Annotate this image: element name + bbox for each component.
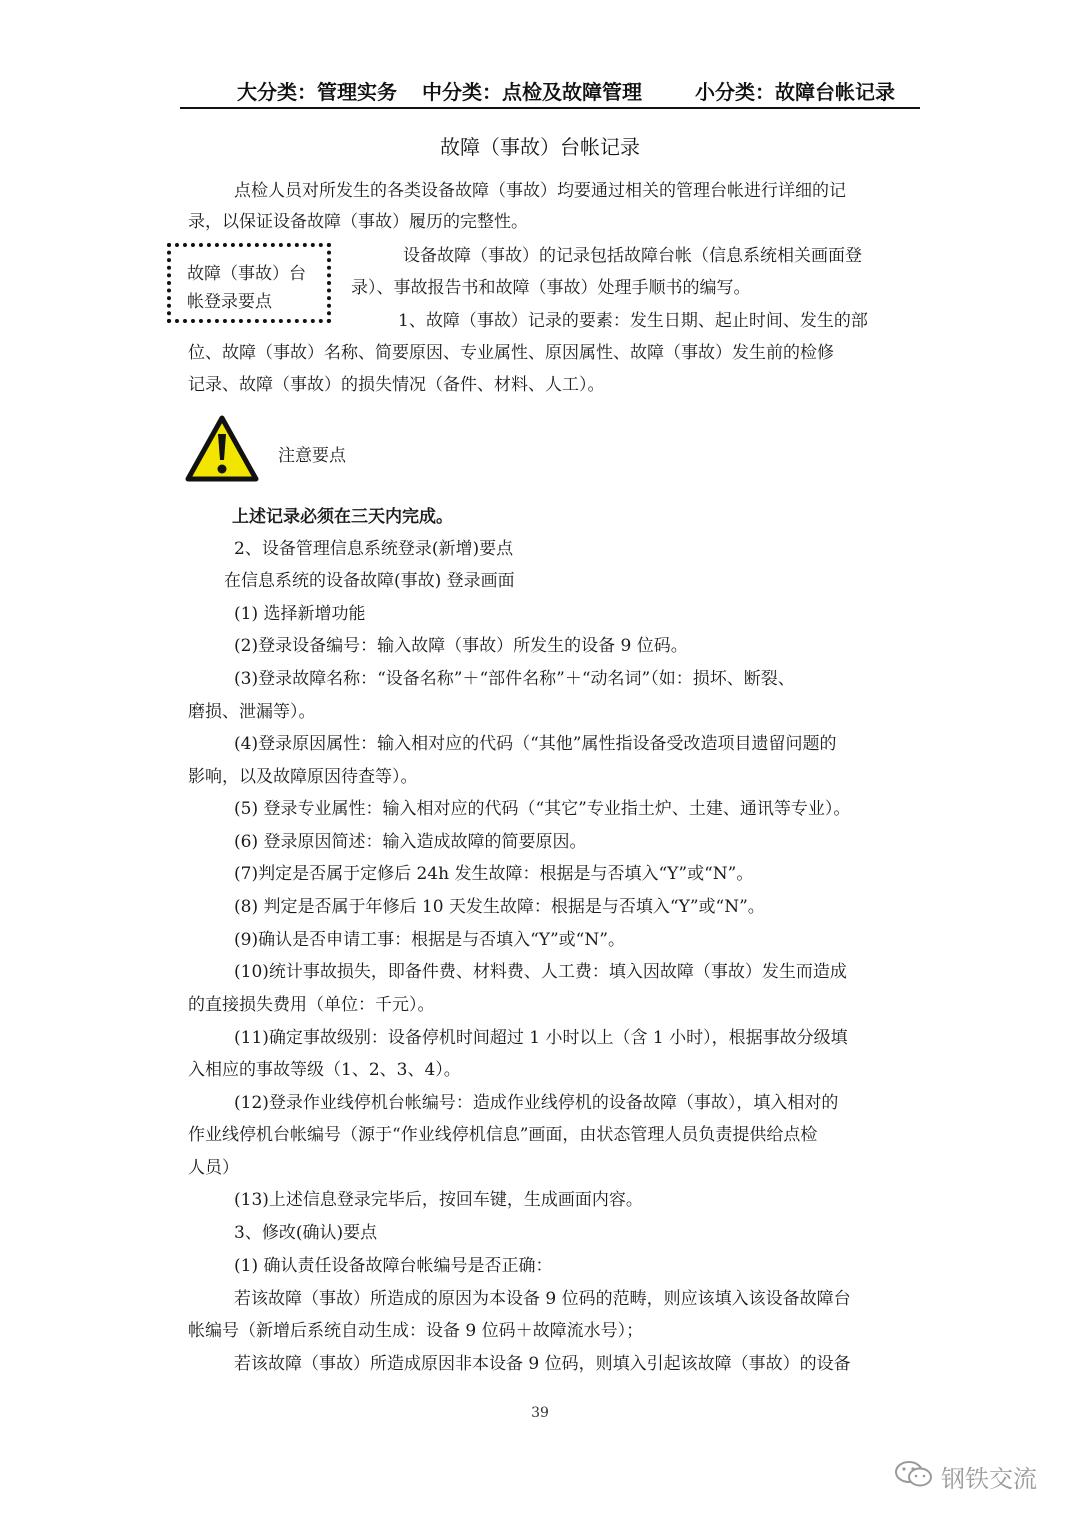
elements-line-1: 1、故障（事故）记录的要素：发生日期、起止时间、发生的部 [398,311,868,331]
section3-heading: 3、修改(确认)要点 [234,1223,378,1243]
callout-line-2: 帐登录要点 [187,292,272,312]
step-5: (5) 登录专业属性：输入相对应的代码（“其它”专业指土炉、土建、通讯等专业）。 [234,799,851,819]
section3-line-4: 若该故障（事故）所造成原因非本设备 9 位码，则填入引起该故障（事故）的设备 [234,1354,851,1374]
step-13: (13)上述信息登录完毕后，按回车键，生成画面内容。 [234,1190,643,1210]
page-title: 故障（事故）台帐记录 [440,135,640,159]
step-7: (7)判定是否属于定修后 24h 发生故障：根据是与否填入“Y”或“N”。 [234,864,754,884]
step-1: (1) 选择新增功能 [234,604,366,624]
step-12-line-1: (12)登录作业线停机台帐编号：造成作业线停机的设备故障（事故），填入相对的 [234,1093,839,1113]
callout-box [167,243,331,323]
step-8: (8) 判定是否属于年修后 10 天发生故障：根据是与否填入“Y”或“N”。 [234,897,765,917]
step-3-line-1: (3)登录故障名称：“设备名称”＋“部件名称”＋“动名词”（如：损坏、断裂、 [234,669,795,689]
intro-line-1: 点检人员对所发生的各类设备故障（事故）均要通过相关的管理台帐进行详细的记 [234,181,846,201]
step-2: (2)登录设备编号：输入故障（事故）所发生的设备 9 位码。 [234,636,688,656]
step-12-line-2: 作业线停机台帐编号（源于“作业线停机信息”画面，由状态管理人员负责提供给点检 [188,1125,818,1145]
section3-line-3: 帐编号（新增后系统自动生成：设备 9 位码＋故障流水号）； [188,1321,644,1341]
callout-line-1: 故障（事故）台 [187,264,306,284]
section3-line-1: (1) 确认责任设备故障台帐编号是否正确： [234,1256,553,1276]
step-11-line-2: 入相应的事故等级（1、2、3、4）。 [188,1060,461,1080]
step-11-line-1: (11)确定事故级别：设备停机时间超过 1 小时以上（含 1 小时），根据事故分级填 [234,1028,848,1048]
step-6: (6) 登录原因简述：输入造成故障的简要原因。 [234,832,587,852]
step-3-line-2: 磨损、泄漏等）。 [188,702,316,722]
notice-bold-text: 上述记录必须在三天内完成。 [232,507,453,527]
intro-line-2: 录，以保证设备故障（事故）履历的完整性。 [188,212,528,232]
record-line-1: 设备故障（事故）的记录包括故障台帐（信息系统相关画面登 [403,246,862,266]
watermark-text: 钢铁交流 [941,1465,1037,1493]
notice-label: 注意要点 [278,446,346,466]
header-major-category: 大分类：管理实务 [237,80,397,104]
step-4-line-2: 影响，以及故障原因待查等）。 [188,767,418,787]
elements-line-2: 位、故障（事故）名称、简要原因、专业属性、原因属性、故障（事故）发生前的检修 [188,343,834,363]
step-10-line-1: (10)统计事故损失，即备件费、材料费、人工费：填入因故障（事故）发生而造成 [234,962,847,982]
step-12-line-3: 人员） [188,1158,239,1178]
elements-line-3: 记录、故障（事故）的损失情况（备件、材料、人工）。 [188,375,605,395]
section2-subheading: 在信息系统的设备故障(事故) 登录画面 [224,571,515,591]
page-number: 39 [531,1405,549,1421]
header-minor-category: 小分类：故障台帐记录 [695,80,895,104]
step-9: (9)确认是否申请工事：根据是与否填入“Y”或“N”。 [234,930,625,950]
step-10-line-2: 的直接损失费用（单位：千元）。 [188,995,435,1015]
record-line-2: 录）、事故报告书和故障（事故）处理手顺书的编写。 [351,278,751,298]
header-divider [180,107,920,109]
page-header [180,76,920,104]
header-middle-category: 中分类：点检及故障管理 [422,80,642,104]
wechat-icon [893,1459,935,1489]
section2-heading: 2、设备管理信息系统登录(新增)要点 [234,539,514,559]
step-4-line-1: (4)登录原因属性：输入相对应的代码（“其他”属性指设备受改造项目遗留问题的 [234,734,837,754]
warning-icon [184,414,260,484]
section3-line-2: 若该故障（事故）所造成的原因为本设备 9 位码的范畴，则应该填入该设备故障台 [234,1289,851,1309]
